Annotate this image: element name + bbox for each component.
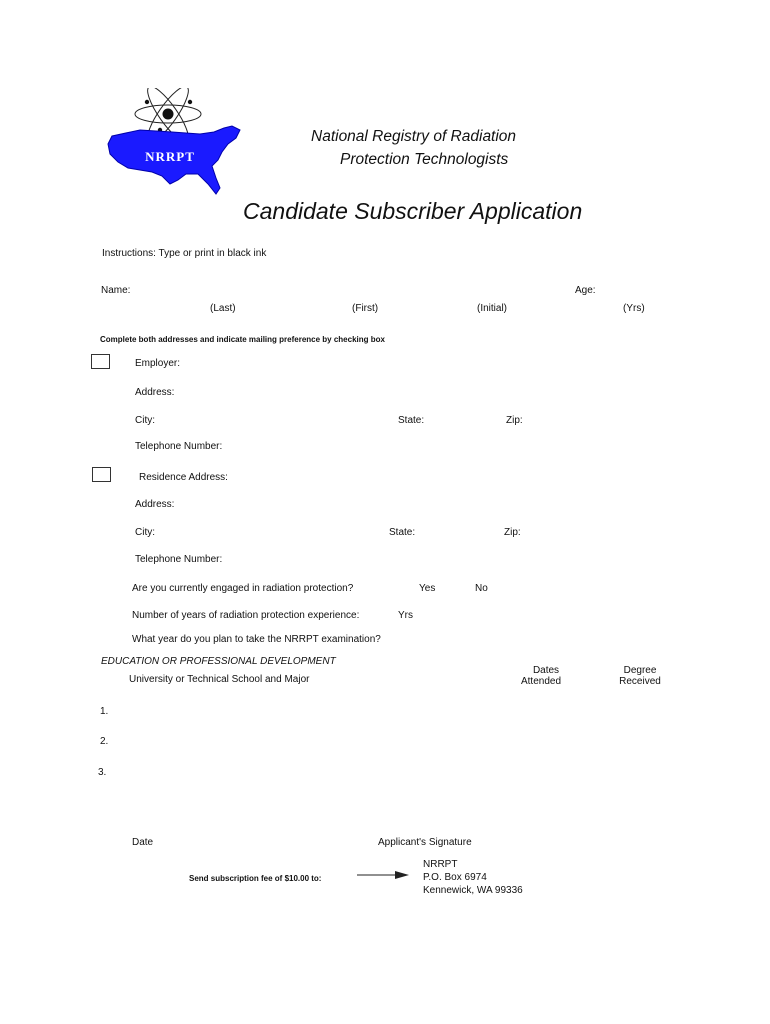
- org-name-line2: Protection Technologists: [340, 151, 509, 168]
- years-caption: (Yrs): [623, 303, 645, 314]
- residence-label: Residence Address:: [139, 472, 228, 483]
- education-col-degree-1: Degree: [623, 665, 657, 676]
- initial-caption: (Initial): [477, 303, 508, 314]
- signature-label: Applicant's Signature: [378, 837, 472, 848]
- education-col-dates-2: Attended: [520, 676, 562, 687]
- address-note: Complete both addresses and indicate mailing preference by checking box: [100, 335, 385, 344]
- mailing-address-line2: P.O. Box 6974: [423, 872, 487, 883]
- education-row: 1.: [100, 706, 109, 717]
- residence-city-label: City:: [135, 527, 155, 538]
- residence-state-label: State:: [389, 527, 416, 538]
- residence-address-label: Address:: [135, 499, 175, 510]
- nrrpt-logo-icon: [100, 88, 250, 200]
- date-label: Date: [132, 837, 154, 848]
- education-row: 3.: [98, 767, 107, 778]
- question-experience: Number of years of radiation protection experience:: [132, 610, 360, 621]
- education-col-dates-1: Dates: [532, 665, 560, 676]
- question-engaged: Are you currently engaged in radiation protection?: [132, 583, 354, 594]
- employer-label: Employer:: [135, 358, 181, 369]
- org-name-line1: National Registry of Radiation: [311, 128, 517, 145]
- education-heading: EDUCATION OR PROFESSIONAL DEVELOPMENT: [101, 656, 336, 667]
- education-col-school: University or Technical School and Major: [129, 674, 310, 685]
- question-exam-year: What year do you plan to take the NRRPT examination?: [132, 634, 381, 645]
- experience-yrs: Yrs: [398, 610, 413, 621]
- mailing-address-line3: Kennewick, WA 99336: [423, 885, 523, 896]
- education-row: 2.: [100, 736, 109, 747]
- education-col-degree-2: Received: [619, 676, 661, 687]
- employer-phone-label: Telephone Number:: [135, 441, 223, 452]
- fee-instruction: Send subscription fee of $10.00 to:: [189, 874, 322, 883]
- residence-zip-label: Zip:: [504, 527, 521, 538]
- employer-mailing-checkbox[interactable]: [91, 354, 110, 369]
- mailing-address-line1: NRRPT: [423, 859, 458, 870]
- right-arrow-icon: [357, 869, 409, 881]
- employer-address-label: Address:: [135, 387, 175, 398]
- employer-zip-label: Zip:: [506, 415, 523, 426]
- page-title: Candidate Subscriber Application: [243, 198, 583, 224]
- residence-mailing-checkbox[interactable]: [92, 467, 111, 482]
- employer-state-label: State:: [398, 415, 425, 426]
- last-name-caption: (Last): [210, 303, 236, 314]
- logo-text: NRRPT: [145, 149, 195, 164]
- name-label: Name:: [101, 285, 131, 296]
- first-name-caption: (First): [352, 303, 379, 314]
- residence-phone-label: Telephone Number:: [135, 554, 223, 565]
- answer-no: No: [475, 583, 488, 594]
- age-label: Age:: [575, 285, 596, 296]
- answer-yes: Yes: [419, 583, 436, 594]
- employer-city-label: City:: [135, 415, 155, 426]
- instructions: Instructions: Type or print in black ink: [102, 248, 267, 259]
